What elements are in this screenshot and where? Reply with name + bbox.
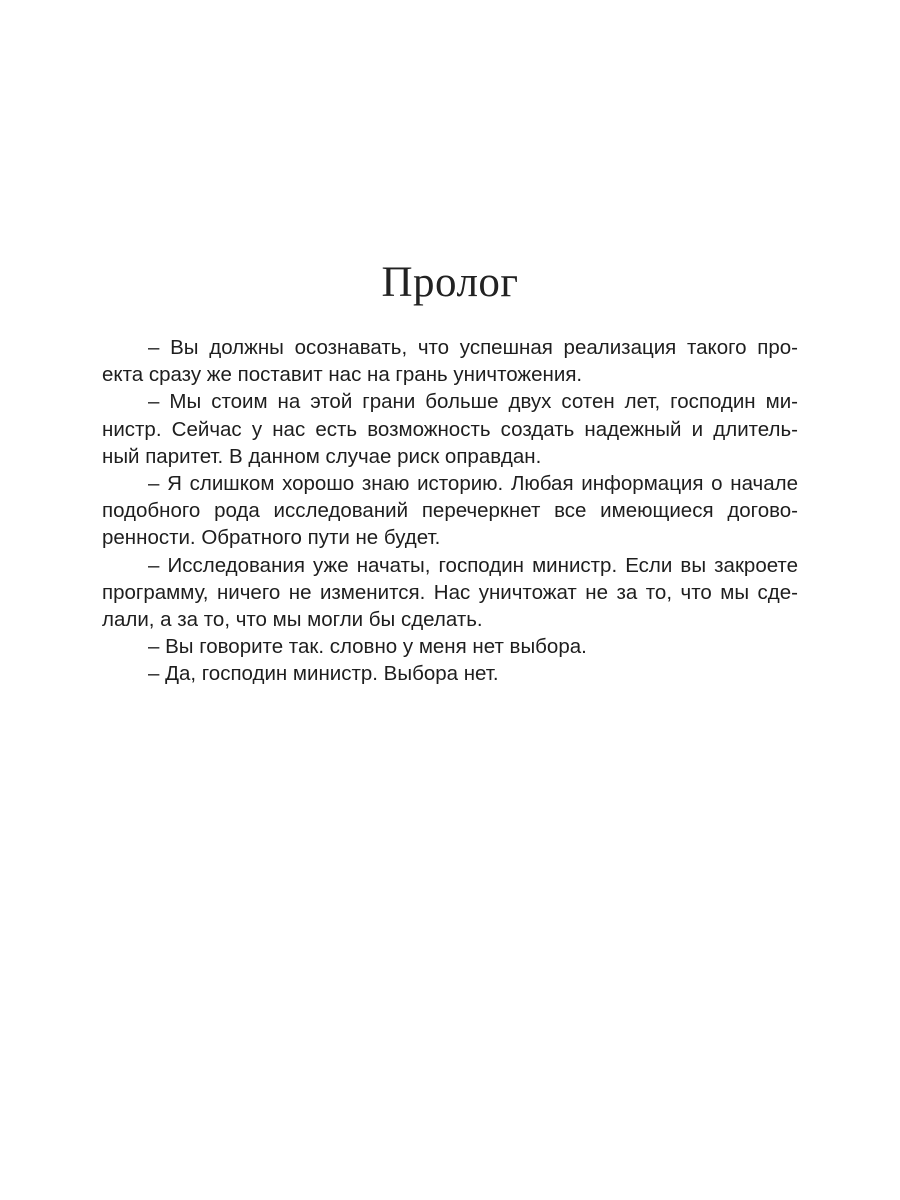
text-line: – Вы должны осознавать, что успешная реализация такого про- <box>148 336 798 359</box>
dialogue-paragraph <box>102 334 798 388</box>
dialogue-paragraph <box>102 633 798 660</box>
dialogue-paragraph <box>102 388 798 470</box>
body-text <box>102 334 798 688</box>
text-line: екта сразу же поставит нас на грань уничтожения. <box>102 363 583 387</box>
text-line: – Исследования уже начаты, господин министр. Если вы закроете <box>148 553 798 577</box>
text-line: – Я слишком хорошо знаю историю. Любая информация о начале <box>148 472 798 496</box>
text-line: – Вы говорите так. словно у меня нет выбора. <box>148 635 587 659</box>
text-line: – Да, господин министр. Выбора нет. <box>148 662 499 686</box>
text-line: ренности. Обратного пути не будет. <box>102 526 441 550</box>
chapter-title: Пролог <box>381 259 519 306</box>
dialogue-paragraph <box>102 660 798 687</box>
text-line: – Мы стоим на этой грани больше двух сотен лет, господин ми- <box>148 390 798 414</box>
dialogue-paragraph <box>102 470 798 552</box>
text-line: лали, а за то, что мы могли бы сделать. <box>102 608 483 632</box>
text-line: ный паритет. В данном случае риск оправдан. <box>102 444 542 468</box>
text-line: нистр. Сейчас у нас есть возможность создать надежный и длитель- <box>102 417 798 441</box>
text-line: подобного рода исследований перечеркнет все имеющиеся догово- <box>102 499 798 523</box>
dialogue-paragraph <box>102 552 798 634</box>
text-line: программу, ничего не изменится. Нас уничтожат не за то, что мы сде- <box>102 580 798 604</box>
